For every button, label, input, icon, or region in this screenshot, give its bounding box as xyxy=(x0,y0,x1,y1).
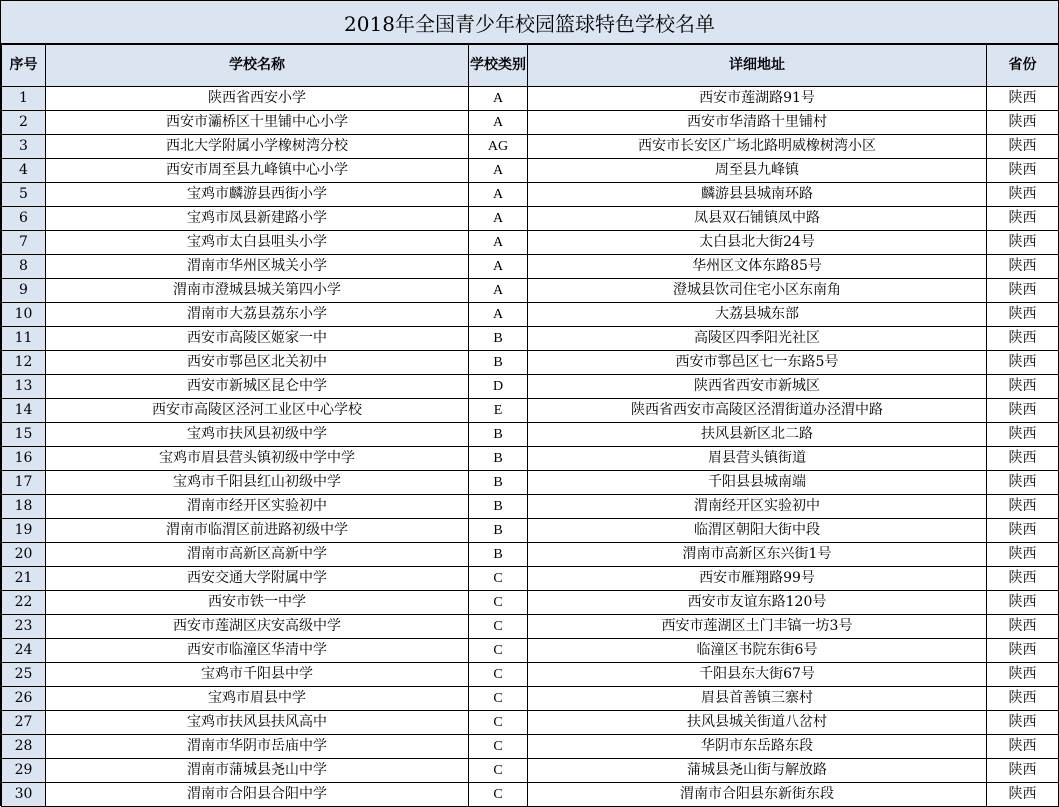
cell-num: 13 xyxy=(2,375,46,399)
header-address: 详细地址 xyxy=(528,45,987,87)
cell-num: 12 xyxy=(2,351,46,375)
cell-school-type: A xyxy=(469,231,528,255)
cell-province: 陕西 xyxy=(987,639,1059,663)
cell-school-type: B xyxy=(469,495,528,519)
table-row xyxy=(2,423,1059,447)
cell-province: 陕西 xyxy=(987,111,1059,135)
cell-school-type: C xyxy=(469,783,528,807)
cell-province: 陕西 xyxy=(987,159,1059,183)
cell-address: 渭南市合阳县东新街东段 xyxy=(528,783,987,807)
cell-address: 西安市长安区广场北路明威橡树湾小区 xyxy=(528,135,987,159)
cell-province: 陕西 xyxy=(987,495,1059,519)
table-row xyxy=(2,303,1059,327)
cell-school-type: A xyxy=(469,255,528,279)
cell-school-name: 宝鸡市麟游县西街小学 xyxy=(46,183,469,207)
cell-address: 眉县首善镇三寨村 xyxy=(528,687,987,711)
cell-school-name: 宝鸡市凤县新建路小学 xyxy=(46,207,469,231)
cell-province: 陕西 xyxy=(987,471,1059,495)
cell-address: 陕西省西安市新城区 xyxy=(528,375,987,399)
cell-address: 太白县北大街24号 xyxy=(528,231,987,255)
cell-address: 高陵区四季阳光社区 xyxy=(528,327,987,351)
cell-school-type: A xyxy=(469,111,528,135)
cell-school-name: 西安市铁一中学 xyxy=(46,591,469,615)
table-row xyxy=(2,639,1059,663)
cell-school-name: 宝鸡市眉县营头镇初级中学中学 xyxy=(46,447,469,471)
cell-school-name: 西安市新城区昆仑中学 xyxy=(46,375,469,399)
table-row xyxy=(2,327,1059,351)
cell-num: 29 xyxy=(2,759,46,783)
table-row xyxy=(2,495,1059,519)
table-row xyxy=(2,255,1059,279)
table-row xyxy=(2,207,1059,231)
school-table xyxy=(1,44,1059,807)
cell-school-name: 宝鸡市千阳县红山初级中学 xyxy=(46,471,469,495)
cell-province: 陕西 xyxy=(987,255,1059,279)
cell-school-name: 渭南市大荔县荔东小学 xyxy=(46,303,469,327)
table-body xyxy=(2,87,1059,807)
cell-address: 大荔县城东部 xyxy=(528,303,987,327)
cell-num: 5 xyxy=(2,183,46,207)
cell-num: 16 xyxy=(2,447,46,471)
cell-num: 24 xyxy=(2,639,46,663)
cell-school-name: 宝鸡市千阳县中学 xyxy=(46,663,469,687)
cell-address: 渭南市高新区东兴街1号 xyxy=(528,543,987,567)
header-num: 序号 xyxy=(2,45,46,87)
cell-school-type: B xyxy=(469,447,528,471)
header-province: 省份 xyxy=(987,45,1059,87)
cell-school-type: C xyxy=(469,759,528,783)
cell-num: 4 xyxy=(2,159,46,183)
cell-address: 蒲城县尧山街与解放路 xyxy=(528,759,987,783)
cell-num: 22 xyxy=(2,591,46,615)
table-row xyxy=(2,591,1059,615)
table-row xyxy=(2,519,1059,543)
cell-num: 26 xyxy=(2,687,46,711)
table-row xyxy=(2,135,1059,159)
cell-school-name: 渭南市合阳县合阳中学 xyxy=(46,783,469,807)
cell-num: 6 xyxy=(2,207,46,231)
cell-school-type: E xyxy=(469,399,528,423)
cell-province: 陕西 xyxy=(987,759,1059,783)
cell-province: 陕西 xyxy=(987,231,1059,255)
table-row xyxy=(2,87,1059,111)
cell-address: 扶风县城关街道八岔村 xyxy=(528,711,987,735)
cell-school-name: 渭南市澄城县城关第四小学 xyxy=(46,279,469,303)
cell-school-name: 渭南市华州区城关小学 xyxy=(46,255,469,279)
cell-num: 21 xyxy=(2,567,46,591)
table-row xyxy=(2,447,1059,471)
cell-province: 陕西 xyxy=(987,135,1059,159)
cell-address: 临潼区书院东街6号 xyxy=(528,639,987,663)
cell-school-type: AG xyxy=(469,135,528,159)
cell-province: 陕西 xyxy=(987,711,1059,735)
cell-num: 7 xyxy=(2,231,46,255)
table-row xyxy=(2,183,1059,207)
cell-province: 陕西 xyxy=(987,735,1059,759)
cell-num: 10 xyxy=(2,303,46,327)
cell-province: 陕西 xyxy=(987,399,1059,423)
cell-school-name: 渭南市高新区高新中学 xyxy=(46,543,469,567)
cell-school-type: C xyxy=(469,687,528,711)
cell-address: 陕西省西安市高陵区泾渭街道办泾渭中路 xyxy=(528,399,987,423)
cell-school-name: 渭南市华阴市岳庙中学 xyxy=(46,735,469,759)
cell-num: 8 xyxy=(2,255,46,279)
cell-school-type: A xyxy=(469,87,528,111)
cell-school-name: 西安市莲湖区庆安高级中学 xyxy=(46,615,469,639)
cell-school-name: 宝鸡市扶风县扶风高中 xyxy=(46,711,469,735)
table-row xyxy=(2,759,1059,783)
cell-num: 23 xyxy=(2,615,46,639)
cell-province: 陕西 xyxy=(987,423,1059,447)
table-row xyxy=(2,351,1059,375)
cell-school-type: A xyxy=(469,279,528,303)
cell-school-type: C xyxy=(469,615,528,639)
cell-province: 陕西 xyxy=(987,87,1059,111)
cell-school-name: 宝鸡市太白县咀头小学 xyxy=(46,231,469,255)
cell-num: 27 xyxy=(2,711,46,735)
cell-school-type: D xyxy=(469,375,528,399)
cell-school-type: A xyxy=(469,183,528,207)
cell-school-name: 宝鸡市扶风县初级中学 xyxy=(46,423,469,447)
cell-address: 临渭区朝阳大街中段 xyxy=(528,519,987,543)
cell-school-type: B xyxy=(469,327,528,351)
cell-province: 陕西 xyxy=(987,687,1059,711)
table-row xyxy=(2,399,1059,423)
cell-province: 陕西 xyxy=(987,543,1059,567)
cell-address: 西安市莲湖路91号 xyxy=(528,87,987,111)
cell-school-type: B xyxy=(469,543,528,567)
header-name: 学校名称 xyxy=(46,45,469,87)
cell-province: 陕西 xyxy=(987,303,1059,327)
cell-address: 西安市友谊东路120号 xyxy=(528,591,987,615)
cell-address: 千阳县县城南端 xyxy=(528,471,987,495)
table-row xyxy=(2,711,1059,735)
cell-school-name: 西安市周至县九峰镇中心小学 xyxy=(46,159,469,183)
cell-address: 澄城县饮司住宅小区东南角 xyxy=(528,279,987,303)
cell-school-name: 渭南市临渭区前进路初级中学 xyxy=(46,519,469,543)
cell-school-type: B xyxy=(469,519,528,543)
table-row xyxy=(2,567,1059,591)
cell-school-type: C xyxy=(469,663,528,687)
cell-address: 凤县双石铺镇凤中路 xyxy=(528,207,987,231)
table-row xyxy=(2,687,1059,711)
cell-school-type: C xyxy=(469,711,528,735)
cell-school-type: C xyxy=(469,567,528,591)
cell-province: 陕西 xyxy=(987,663,1059,687)
cell-school-type: B xyxy=(469,471,528,495)
table-row xyxy=(2,231,1059,255)
cell-school-name: 西安交通大学附属中学 xyxy=(46,567,469,591)
cell-province: 陕西 xyxy=(987,447,1059,471)
table-row xyxy=(2,663,1059,687)
cell-school-type: B xyxy=(469,423,528,447)
cell-province: 陕西 xyxy=(987,615,1059,639)
cell-school-name: 宝鸡市眉县中学 xyxy=(46,687,469,711)
cell-num: 25 xyxy=(2,663,46,687)
table-row xyxy=(2,735,1059,759)
cell-num: 3 xyxy=(2,135,46,159)
cell-num: 18 xyxy=(2,495,46,519)
cell-school-name: 西北大学附属小学橡树湾分校 xyxy=(46,135,469,159)
cell-school-type: A xyxy=(469,159,528,183)
cell-num: 20 xyxy=(2,543,46,567)
cell-school-type: B xyxy=(469,351,528,375)
cell-address: 西安市华清路十里铺村 xyxy=(528,111,987,135)
table-row xyxy=(2,543,1059,567)
header-type: 学校类别 xyxy=(469,45,528,87)
cell-address: 眉县营头镇街道 xyxy=(528,447,987,471)
cell-school-name: 西安市鄠邑区北关初中 xyxy=(46,351,469,375)
cell-school-name: 陕西省西安小学 xyxy=(46,87,469,111)
sheet-title: 2018年全国青少年校园篮球特色学校名单 xyxy=(1,0,1058,44)
cell-school-name: 西安市高陵区泾河工业区中心学校 xyxy=(46,399,469,423)
cell-address: 西安市莲湖区土门丰镐一坊3号 xyxy=(528,615,987,639)
table-header-row xyxy=(2,45,1059,87)
cell-school-type: A xyxy=(469,207,528,231)
table-row xyxy=(2,279,1059,303)
cell-address: 千阳县东大街67号 xyxy=(528,663,987,687)
cell-school-name: 西安市临潼区华清中学 xyxy=(46,639,469,663)
table-row xyxy=(2,615,1059,639)
cell-num: 15 xyxy=(2,423,46,447)
cell-address: 渭南经开区实验初中 xyxy=(528,495,987,519)
cell-province: 陕西 xyxy=(987,567,1059,591)
table-row xyxy=(2,111,1059,135)
table-row xyxy=(2,375,1059,399)
cell-province: 陕西 xyxy=(987,519,1059,543)
cell-province: 陕西 xyxy=(987,783,1059,807)
cell-num: 11 xyxy=(2,327,46,351)
cell-school-name: 西安市灞桥区十里铺中心小学 xyxy=(46,111,469,135)
cell-province: 陕西 xyxy=(987,351,1059,375)
cell-address: 周至县九峰镇 xyxy=(528,159,987,183)
cell-school-name: 西安市高陵区姬家一中 xyxy=(46,327,469,351)
cell-num: 17 xyxy=(2,471,46,495)
cell-address: 扶风县新区北二路 xyxy=(528,423,987,447)
cell-school-type: C xyxy=(469,591,528,615)
cell-num: 30 xyxy=(2,783,46,807)
cell-province: 陕西 xyxy=(987,183,1059,207)
cell-province: 陕西 xyxy=(987,327,1059,351)
cell-school-type: C xyxy=(469,639,528,663)
table-row xyxy=(2,471,1059,495)
table-row xyxy=(2,783,1059,807)
cell-num: 1 xyxy=(2,87,46,111)
cell-num: 19 xyxy=(2,519,46,543)
cell-num: 9 xyxy=(2,279,46,303)
cell-province: 陕西 xyxy=(987,279,1059,303)
cell-address: 西安市雁翔路99号 xyxy=(528,567,987,591)
cell-province: 陕西 xyxy=(987,591,1059,615)
cell-num: 28 xyxy=(2,735,46,759)
cell-address: 华阴市东岳路东段 xyxy=(528,735,987,759)
cell-province: 陕西 xyxy=(987,375,1059,399)
cell-num: 14 xyxy=(2,399,46,423)
cell-address: 麟游县县城南环路 xyxy=(528,183,987,207)
table-row xyxy=(2,159,1059,183)
cell-school-type: A xyxy=(469,303,528,327)
cell-num: 2 xyxy=(2,111,46,135)
cell-school-name: 渭南市蒲城县尧山中学 xyxy=(46,759,469,783)
cell-province: 陕西 xyxy=(987,207,1059,231)
cell-school-name: 渭南市经开区实验初中 xyxy=(46,495,469,519)
cell-address: 华州区文体东路85号 xyxy=(528,255,987,279)
cell-school-type: C xyxy=(469,735,528,759)
cell-address: 西安市鄠邑区七一东路5号 xyxy=(528,351,987,375)
